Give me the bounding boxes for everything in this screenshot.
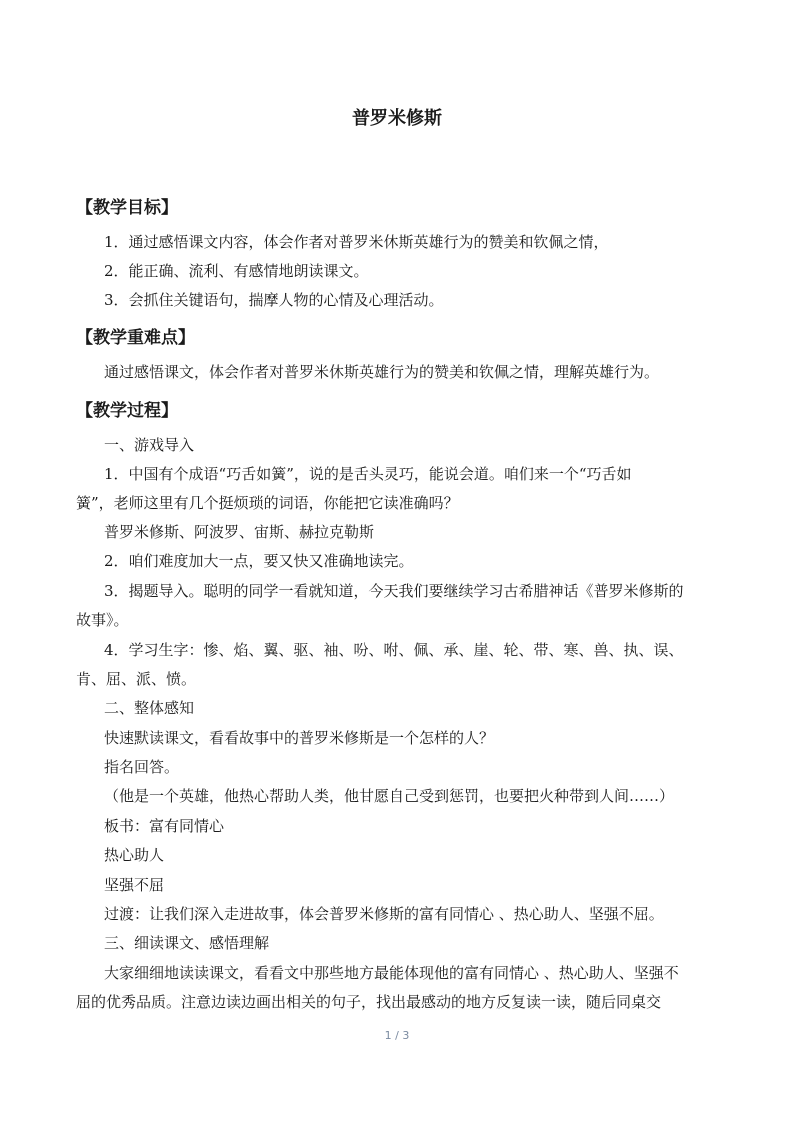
process-line: 三、细读课文、感悟理解 <box>104 934 270 952</box>
process-line: 二、整体感知 <box>104 699 195 717</box>
process-line: 普罗米修斯、阿波罗、宙斯、赫拉克勒斯 <box>104 523 375 541</box>
goal-item: 1．通过感悟课文内容，体会作者对普罗米休斯英雄行为的赞美和钦佩之情， <box>104 233 609 251</box>
section-heading-goals: 【教学目标】 <box>76 198 178 218</box>
process-line: 1．中国有个成语“巧舌如簧”，说的是舌头灵巧，能说会道。咱们来一个“巧舌如 <box>104 465 632 483</box>
process-line: 2．咱们难度加大一点，要又快又准确地读完。 <box>104 552 414 570</box>
section-heading-process: 【教学过程】 <box>76 401 178 421</box>
process-line: 屈的优秀品质。注意边读边画出相关的句子，找出最感动的地方反复读一读，随后同桌交 <box>76 993 662 1011</box>
process-line: 3．揭题导入。聪明的同学一看就知道，今天我们要继续学习古希腊神话《普罗米修斯的 <box>104 582 684 600</box>
process-line: 快速默读课文，看看故事中的普罗米修斯是一个怎样的人？ <box>104 729 495 747</box>
process-line: 簧”，老师这里有几个挺烦琐的词语，你能把它读准确吗？ <box>76 494 459 512</box>
process-line: 4．学习生字：惨、焰、翼、驱、袖、吩、咐、佩、承、崖、轮、带、寒、兽、执、误、 <box>104 641 684 659</box>
process-line: 肯、屈、派、愤。 <box>76 670 197 688</box>
process-line: 大家细细地读读课文，看看文中那些地方最能体现他的富有同情心 、热心助人、坚强不 <box>104 964 679 982</box>
process-line: 指名回答。 <box>104 758 180 776</box>
process-line: 热心助人 <box>104 846 165 864</box>
section-heading-key-points: 【教学重难点】 <box>76 328 195 348</box>
document-title: 普罗米修斯 <box>352 108 442 129</box>
process-line: （他是一个英雄，他热心帮助人类，他甘愿自己受到惩罚，也要把火种带到人间……） <box>104 787 675 805</box>
process-line: 故事》。 <box>76 611 129 629</box>
process-line: 一、游戏导入 <box>104 436 195 454</box>
process-line: 坚强不屈 <box>104 876 165 894</box>
key-points-text: 通过感悟课文，体会作者对普罗米休斯英雄行为的赞美和钦佩之情，理解英雄行为。 <box>104 363 660 381</box>
goal-item: 2．能正确、流利、有感情地朗读课文。 <box>104 262 369 280</box>
page-number: 1 / 3 <box>384 1029 410 1042</box>
process-line: 板书：富有同情心 <box>104 817 225 835</box>
goal-item: 3．会抓住关键语句，揣摩人物的心情及心理活动。 <box>104 291 444 309</box>
process-line: 过渡：让我们深入走进故事，体会普罗米修斯的富有同情心 、热心助人、坚强不屈。 <box>104 905 664 923</box>
